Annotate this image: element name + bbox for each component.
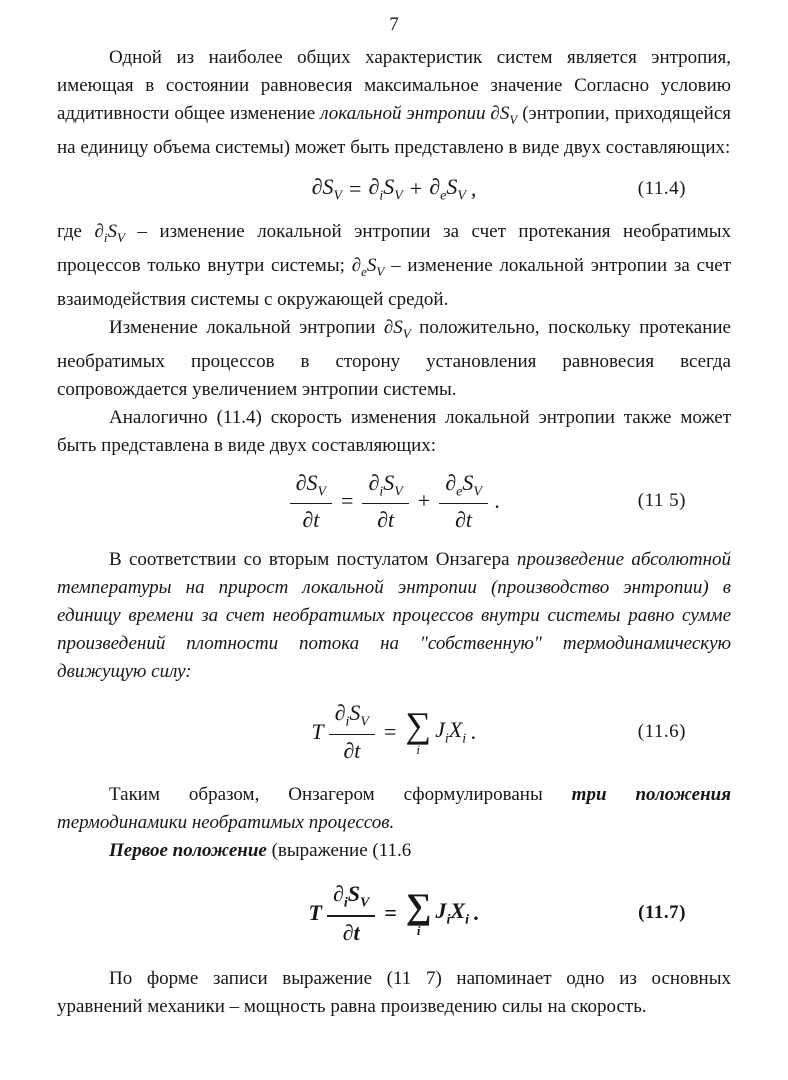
text-segment-bold-italic: Первое положение: [109, 840, 272, 862]
partial-symbol: ∂: [311, 173, 323, 199]
partial-symbol: ∂: [302, 507, 314, 533]
page-number: 7: [389, 14, 399, 35]
text-segment: Таким образом, Онзагером сформулированы: [109, 784, 572, 806]
fraction-denominator: [329, 735, 375, 763]
fraction-denominator: [290, 504, 332, 532]
text-segment: Одной из наиболее общих характеристик систем является энтропия, имеющая в состоянии равновесия максимальное значение Согласно условию аддитивности общее изменение: [57, 47, 731, 124]
inline-math-diSv: [94, 221, 125, 245]
sigma-symbol: ∑: [405, 704, 432, 745]
S-symbol: S: [393, 316, 403, 338]
V-subscript: V: [509, 111, 518, 127]
equation-label-11-4: (11.4): [637, 177, 686, 199]
text-segment: В соответствии со вторым постулатом Онзагера: [109, 549, 517, 571]
J-symbol: J: [435, 716, 445, 742]
paragraph-7: [57, 837, 731, 865]
equals-sign: =: [341, 487, 354, 513]
comma: ,: [470, 175, 477, 201]
V-subscript: V: [360, 714, 369, 730]
text-segment-italic: термодинамики необратимых процессов.: [57, 812, 395, 834]
i-subscript: i: [379, 188, 384, 204]
plus-sign: +: [417, 487, 431, 513]
equation-11-5: [57, 470, 731, 533]
i-subscript: i: [343, 895, 348, 911]
paragraph-6: [57, 781, 731, 837]
equals-sign: =: [383, 718, 397, 744]
text-segment-italic: локальной энтропии: [320, 103, 491, 124]
S-symbol: S: [383, 173, 395, 199]
inline-math-dSv: [490, 103, 518, 127]
paragraph-3: [57, 314, 731, 404]
i-subscript: i: [379, 483, 384, 499]
equation-label-11-6: (11.6): [637, 720, 686, 742]
text-segment: – изменение локальной энтропии за счет протекания необратимых процессов только внутри системы;: [57, 221, 731, 276]
S-symbol: S: [347, 881, 360, 907]
t-symbol: t: [353, 919, 360, 945]
S-symbol: S: [366, 254, 377, 276]
inline-math-deSv: [351, 254, 385, 279]
partial-symbol: ∂: [368, 469, 380, 495]
fraction-dSv-dt: [290, 470, 332, 533]
partial-symbol: ∂: [343, 737, 355, 763]
text-segment: – изменение локальной энтропии за счет взаимодействия системы с окружающей средой.: [57, 254, 731, 310]
paragraph-8: По форме записи выражение (11 7) напоминает одно из основных уравнений механики – мощность равна произведению силы на скорость.: [57, 967, 731, 1017]
partial-symbol: ∂: [351, 254, 362, 276]
V-subscript: V: [359, 895, 370, 911]
paragraph-1: [57, 44, 731, 162]
T-symbol: [309, 900, 322, 926]
summation-index: i: [416, 923, 421, 939]
i-subscript: i: [462, 730, 467, 746]
V-subscript: V: [376, 263, 385, 279]
text-segment: (энтропии, приходящейся на единицу объема системы) может быть представлено в виде двух составляющих:: [57, 103, 731, 158]
e-subscript: e: [456, 483, 463, 499]
partial-symbol: ∂: [295, 469, 307, 495]
equals-sign: =: [384, 900, 397, 926]
X-symbol: X: [450, 897, 466, 923]
t-symbol: t: [313, 507, 320, 533]
text-segment: Изменение локальной энтропии: [109, 316, 384, 338]
e-subscript: e: [361, 263, 367, 279]
partial-symbol: ∂: [445, 469, 457, 495]
math-term-dSv: [312, 174, 342, 204]
equation-11-4: [57, 174, 731, 204]
S-symbol: S: [462, 469, 474, 495]
t-symbol: t: [354, 737, 361, 763]
fraction-diSv-dt: [327, 881, 375, 945]
math-term-deSv: [429, 174, 466, 204]
fraction-numerator: [439, 470, 488, 504]
V-subscript: V: [116, 229, 125, 245]
text-segment: положительно, поскольку протекание необратимых процессов в сторону установления равновесия всегда сопровождается увеличением энтропии системы.: [57, 316, 731, 400]
X-symbol: X: [448, 716, 463, 742]
T-symbol: [311, 719, 323, 745]
fraction-numerator: [327, 881, 375, 916]
V-subscript: V: [402, 325, 411, 341]
summation: [405, 704, 432, 757]
paragraph-5: [57, 546, 731, 686]
equation-label-11-7: (11.7): [638, 902, 686, 924]
V-subscript: V: [317, 483, 327, 499]
partial-symbol: ∂: [94, 221, 104, 243]
equals-sign: =: [349, 175, 362, 201]
V-subscript: V: [473, 483, 482, 499]
S-symbol: S: [306, 469, 318, 495]
period: .: [471, 718, 477, 744]
i-subscript: i: [345, 714, 350, 730]
T-symbol-glyph: T: [308, 900, 322, 926]
fraction-numerator: [290, 470, 332, 504]
math-term-JiXi: [436, 898, 469, 928]
i-subscript: i: [444, 730, 449, 746]
equation-11-6: [57, 700, 731, 763]
paragraph-2: [57, 218, 731, 314]
S-symbol: S: [446, 173, 458, 199]
paragraph-4: Аналогично (11.4) скорость изменения локальной энтропии также может быть представлена в виде двух составляющих:: [57, 406, 731, 456]
text-segment-bold-italic: три положения: [571, 784, 731, 806]
V-subscript: V: [394, 483, 403, 499]
fraction-numerator: [362, 470, 408, 504]
period: .: [494, 487, 501, 513]
plus-sign: +: [409, 175, 423, 201]
text-segment: (выражение (11.6: [271, 840, 412, 862]
i-subscript: i: [103, 229, 108, 245]
T-symbol-glyph: T: [311, 718, 324, 744]
t-symbol: t: [388, 507, 395, 533]
fraction-numerator: [329, 700, 375, 734]
partial-symbol: ∂: [429, 173, 441, 199]
V-subscript: V: [394, 188, 403, 204]
summation: [405, 885, 432, 939]
sigma-symbol: ∑: [405, 885, 432, 926]
partial-symbol: ∂: [332, 881, 344, 907]
partial-symbol: ∂: [490, 103, 500, 124]
text-segment-italic: произведение абсолютной температуры на прирост локальной энтропии (производство энтропии) в единицу времени за счет необратимых процессов внутри системы равно сумме произведений плотности потока на "собственную" термодинамическую движущую силу:: [57, 549, 731, 683]
partial-symbol: ∂: [455, 507, 466, 533]
partial-symbol: ∂: [368, 173, 380, 199]
S-symbol: S: [322, 173, 334, 199]
period: .: [474, 900, 480, 926]
inline-math-dSv: [383, 316, 411, 341]
fraction-denominator: [439, 504, 488, 532]
J-symbol: J: [435, 897, 447, 923]
V-subscript: V: [333, 188, 343, 204]
equation-label-11-5: (11 5): [637, 489, 686, 511]
fraction-denominator: [362, 504, 408, 532]
i-subscript: i: [465, 912, 469, 928]
i-subscript: i: [446, 912, 451, 928]
S-symbol: S: [107, 221, 117, 243]
S-symbol: S: [349, 700, 361, 726]
fraction-deSv-dt: [439, 470, 488, 533]
math-term-JiXi: [435, 717, 466, 747]
fraction-denominator: [327, 917, 375, 945]
summation-index: i: [416, 741, 421, 757]
S-symbol: S: [383, 469, 395, 495]
partial-symbol: ∂: [383, 316, 394, 338]
partial-symbol: ∂: [377, 507, 388, 533]
partial-symbol: ∂: [342, 919, 354, 945]
S-symbol: S: [499, 103, 510, 124]
text-segment: где: [57, 221, 95, 243]
fraction-diSv-dt: [329, 700, 375, 763]
e-subscript: e: [440, 188, 447, 204]
fraction-diSv-dt: [362, 470, 408, 533]
partial-symbol: ∂: [334, 700, 346, 726]
V-subscript: V: [457, 188, 466, 204]
equation-11-7: [57, 881, 731, 945]
math-term-diSv: [368, 174, 402, 204]
t-symbol: t: [465, 507, 473, 533]
